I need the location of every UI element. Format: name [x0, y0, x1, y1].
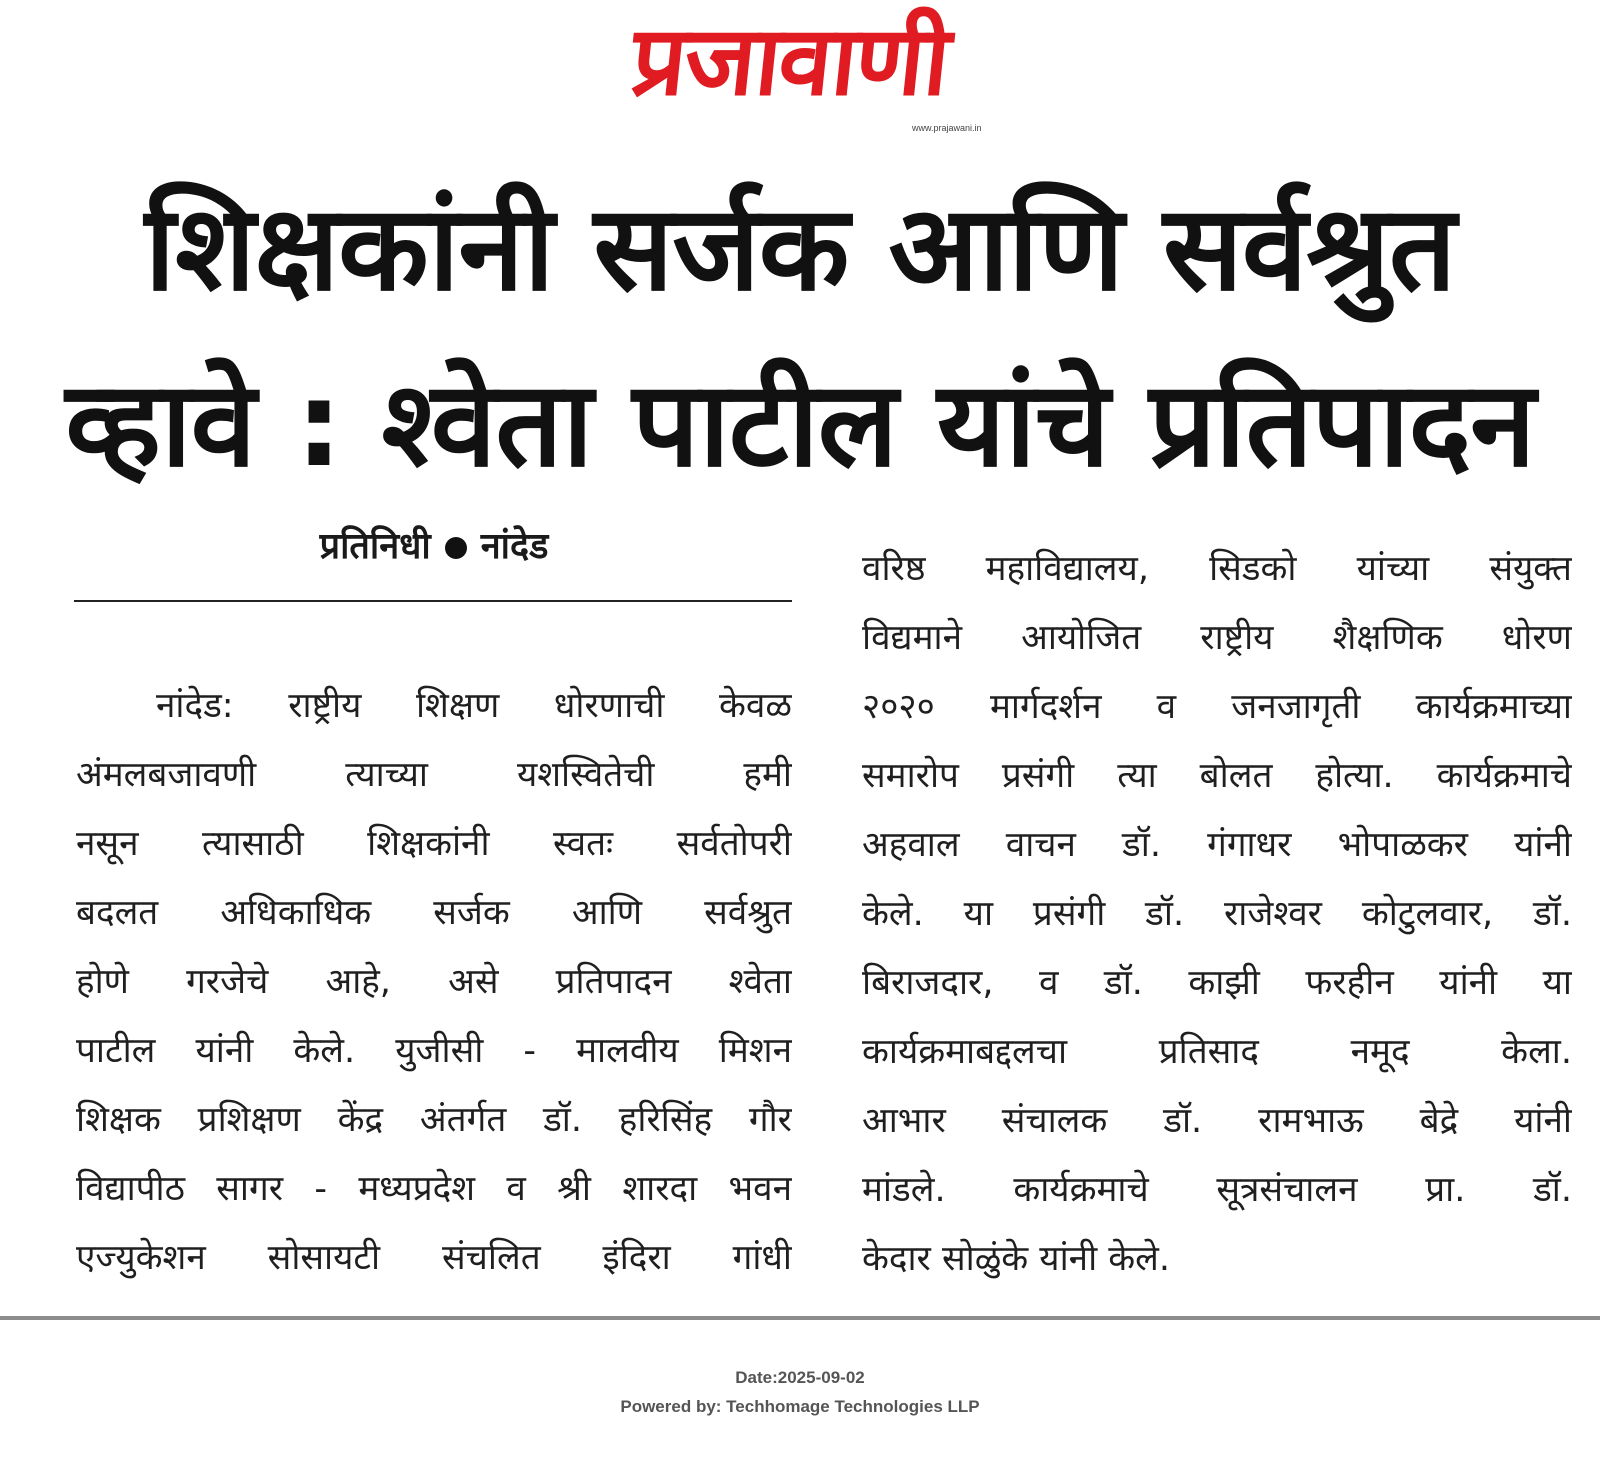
headline-line-1: शिक्षकांनी सर्जक आणि सर्वश्रुत — [144, 179, 1456, 317]
article-line: अंमलबजावणी त्याच्या यशस्वितेची हमी — [76, 755, 792, 795]
article-line: विद्यमाने आयोजित राष्ट्रीय शैक्षणिक धोरण — [862, 618, 1572, 658]
article-line: बिराजदार, व डॉ. काझी फरहीन यांनी या — [862, 963, 1572, 1003]
masthead — [0, 6, 1600, 134]
byline — [76, 522, 792, 572]
article-line: नसून त्यासाठी शिक्षकांनी स्वतः सर्वतोपरी — [76, 824, 792, 864]
article-line: कार्यक्रमाबद्दलचा प्रतिसाद नमूद केला. — [862, 1032, 1572, 1072]
article-line: शिक्षक प्रशिक्षण केंद्र अंतर्गत डॉ. हरिसिंह गौर — [76, 1100, 792, 1140]
article-line: केदार सोळुंके यांनी केले. — [862, 1239, 1171, 1279]
logo-url: www.prajawani.in — [912, 123, 982, 133]
article-line: आभार संचालक डॉ. रामभाऊ बेद्रे यांनी — [862, 1101, 1572, 1141]
article-right-column — [862, 535, 1572, 1294]
article-line: होणे गरजेचे आहे, असे प्रतिपादन श्वेता — [76, 962, 792, 1002]
article-line: अहवाल वाचन डॉ. गंगाधर भोपाळकर यांनी — [862, 825, 1572, 865]
footer-divider — [0, 1316, 1600, 1320]
article-line: समारोप प्रसंगी त्या बोलत होत्या. कार्यक्रमाचे — [862, 756, 1572, 796]
headline — [40, 160, 1560, 512]
bullet-icon — [445, 537, 467, 559]
footer-date: Date:2025-09-02 — [735, 1368, 865, 1387]
article-line: मांडले. कार्यक्रमाचे सूत्रसंचालन प्रा. डॉ. — [862, 1170, 1572, 1210]
byline-reporter: प्रतिनिधी — [319, 526, 431, 567]
article-line: केले. या प्रसंगी डॉ. राजेश्वर कोटुलवार, डॉ. — [862, 894, 1572, 934]
article-line: पाटील यांनी केले. युजीसी - मालवीय मिशन — [76, 1031, 792, 1071]
article-line: २०२० मार्गदर्शन व जनजागृती कार्यक्रमाच्या — [862, 687, 1572, 727]
headline-line-2: व्हावे : श्वेता पाटील यांचे प्रतिपादन — [65, 355, 1535, 493]
article-line: बदलत अधिकाधिक सर्जक आणि सर्वश्रुत — [76, 893, 792, 933]
article-line: विद्यापीठ सागर - मध्यप्रदेश व श्री शारदा भवन — [76, 1169, 792, 1209]
newspaper-logo: प्रजावाणी — [626, 5, 954, 117]
article-left-column — [76, 672, 792, 1293]
article-line: नांदेड: राष्ट्रीय शिक्षण धोरणाची केवळ — [156, 686, 792, 726]
article-line: वरिष्ठ महाविद्यालय, सिडको यांच्या संयुक्त — [862, 549, 1572, 589]
footer-powered-by: Powered by: Techhomage Technologies LLP — [620, 1397, 980, 1416]
article-line: एज्युकेशन सोसायटी संचलित इंदिरा गांधी — [76, 1238, 792, 1278]
byline-location: नांदेड — [480, 526, 549, 567]
byline-divider — [74, 600, 792, 602]
